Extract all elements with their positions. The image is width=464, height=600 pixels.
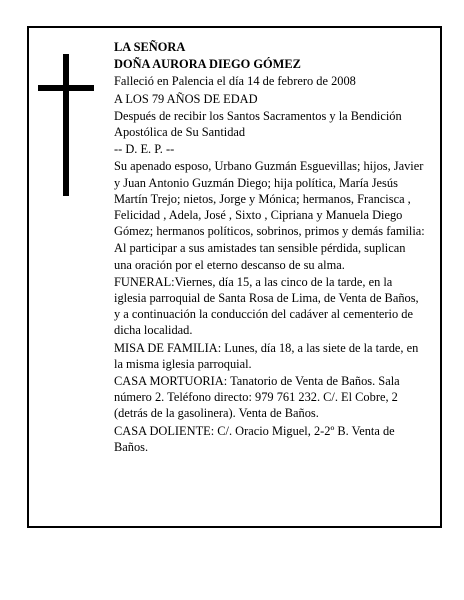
death-notice: Falleció en Palencia el día 14 de febrero de 2008 xyxy=(114,74,356,89)
mortuary-info: CASA MORTUORIA: Tanatorio de Venta de Baños. Sala número 2. Teléfono directo: 979 761 232. C/. El Cobre, 2 (detrás de la gasolinera). Venta de Baños. xyxy=(114,374,400,421)
obituary-text xyxy=(114,39,426,456)
mourning-house-info: CASA DOLIENTE: C/. Oracio Miguel, 2-2º B. Venta de Baños. xyxy=(114,423,395,454)
cross-horizontal-bar xyxy=(38,85,94,91)
age-line: A LOS 79 AÑOS DE EDAD xyxy=(114,91,258,106)
heading-line-2: DOÑA AURORA DIEGO GÓMEZ xyxy=(114,57,301,72)
family-list: Su apenado esposo, Urbano Guzmán Esguevillas; hijos, Javier y Juan Antonio Guzmán Diego; hija política, María Jesús Martín Trejo; nietos, Jorge y Mónica; hermanos, Francisca , Felicidad , Adela, José , Sixto , Cipriana y Manuela Diego Gómez; hermanos políticos, sobrinos, primos y demás familia: xyxy=(114,159,425,239)
funeral-info: FUNERAL:Viernes, día 15, a las cinco de la tarde, en la iglesia parroquial de Santa Rosa de Lima, de Venta de Baños, y a continuación la conducción del cadáver al cementerio de dicha localidad. xyxy=(114,274,419,338)
family-mass-info: MISA DE FAMILIA: Lunes, día 18, a las siete de la tarde, en la misma iglesia parroquial. xyxy=(114,340,419,371)
prayer-request: Al participar a sus amistades tan sensible pérdida, suplican una oración por el eterno descanso de su alma. xyxy=(114,241,406,272)
sacraments-line: Después de recibir los Santos Sacramentos y la Bendición Apostólica de Su Santidad xyxy=(114,108,402,140)
heading-line-1: LA SEÑORA xyxy=(114,40,186,54)
cross-vertical-bar xyxy=(63,54,69,196)
rip-line: -- D. E. P. -- xyxy=(114,142,175,157)
